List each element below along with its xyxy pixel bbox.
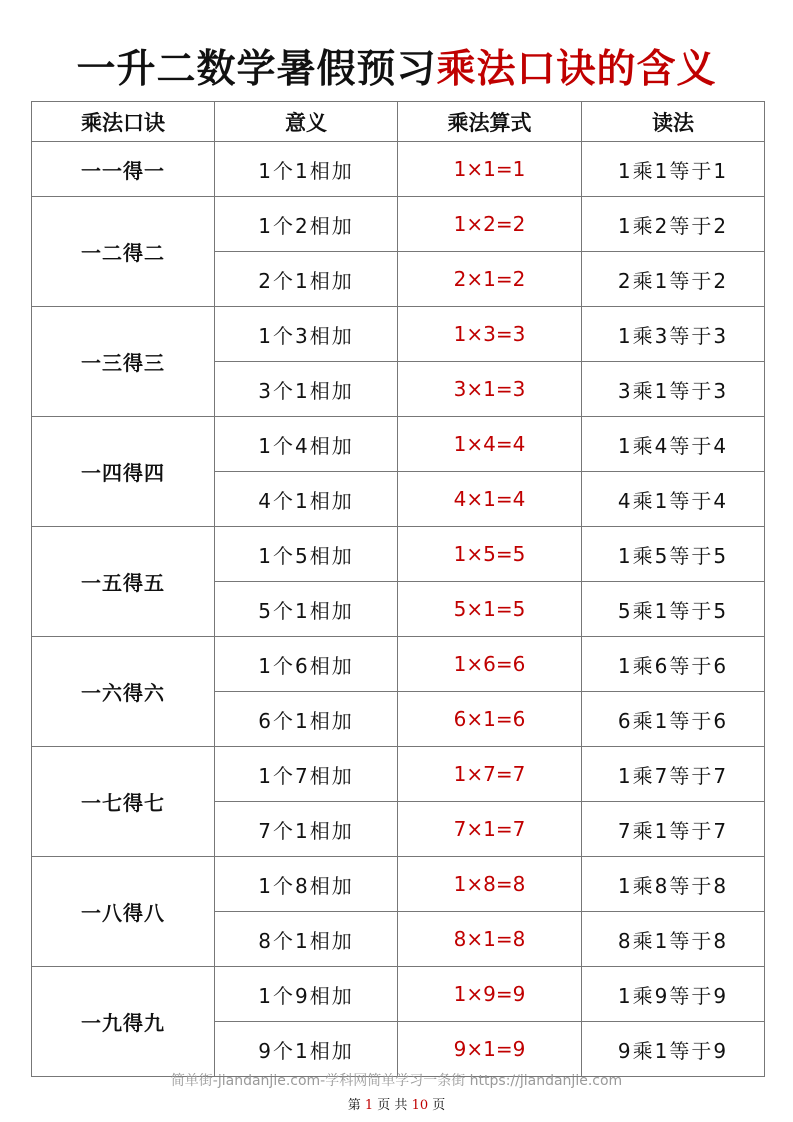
reading-cell: 1乘4等于4: [582, 417, 765, 472]
verse-cell: 一五得五: [32, 527, 215, 637]
reading-cell: 1乘5等于5: [582, 527, 765, 582]
meaning-cell: 1个6相加: [215, 637, 398, 692]
reading-cell: 1乘3等于3: [582, 307, 765, 362]
reading-cell: 8乘1等于8: [582, 912, 765, 967]
reading-cell: 4乘1等于4: [582, 472, 765, 527]
formula-cell: 1×6=6: [398, 637, 582, 692]
meaning-cell: 7个1相加: [215, 802, 398, 857]
page-indicator: [0, 1094, 793, 1113]
table-row: [32, 637, 765, 692]
meaning-cell: 5个1相加: [215, 582, 398, 637]
reading-cell: 3乘1等于3: [582, 362, 765, 417]
meaning-cell: 1个8相加: [215, 857, 398, 912]
verse-cell: 一九得九: [32, 967, 215, 1077]
meaning-cell: 1个1相加: [215, 142, 398, 197]
verse-cell: 一一得一: [32, 142, 215, 197]
meaning-cell: 1个4相加: [215, 417, 398, 472]
header-formula: 乘法算式: [398, 102, 582, 142]
meaning-cell: 1个5相加: [215, 527, 398, 582]
formula-cell: 1×1=1: [398, 142, 582, 197]
verse-cell: 一七得七: [32, 747, 215, 857]
table-row: [32, 967, 765, 1022]
table-row: [32, 307, 765, 362]
meaning-cell: 1个9相加: [215, 967, 398, 1022]
formula-cell: 1×8=8: [398, 857, 582, 912]
formula-cell: 6×1=6: [398, 692, 582, 747]
formula-cell: 1×2=2: [398, 197, 582, 252]
formula-cell: 4×1=4: [398, 472, 582, 527]
formula-cell: 1×5=5: [398, 527, 582, 582]
reading-cell: 1乘1等于1: [582, 142, 765, 197]
header-row: [32, 102, 765, 142]
meaning-cell: 4个1相加: [215, 472, 398, 527]
title-part-2: 乘法口诀的含义: [436, 46, 717, 92]
reading-cell: 6乘1等于6: [582, 692, 765, 747]
pager-prefix: 第: [347, 1098, 361, 1113]
formula-cell: 9×1=9: [398, 1022, 582, 1077]
pager-current: 1: [364, 1098, 374, 1113]
reading-cell: 2乘1等于2: [582, 252, 765, 307]
reading-cell: 5乘1等于5: [582, 582, 765, 637]
formula-cell: 7×1=7: [398, 802, 582, 857]
verse-cell: 一六得六: [32, 637, 215, 747]
meaning-cell: 9个1相加: [215, 1022, 398, 1077]
table-row: [32, 527, 765, 582]
pager-middle: 页 共: [377, 1098, 408, 1113]
verse-cell: 一八得八: [32, 857, 215, 967]
header-reading: 读法: [582, 102, 765, 142]
reading-cell: 1乘9等于9: [582, 967, 765, 1022]
meaning-cell: 6个1相加: [215, 692, 398, 747]
reading-cell: 7乘1等于7: [582, 802, 765, 857]
table-row: [32, 197, 765, 252]
formula-cell: 5×1=5: [398, 582, 582, 637]
formula-cell: 8×1=8: [398, 912, 582, 967]
meaning-cell: 3个1相加: [215, 362, 398, 417]
formula-cell: 1×7=7: [398, 747, 582, 802]
watermark-text: 简单街-jiandanjie.com-学科网简单学习一条街 https://jiandanjie.com: [170, 1073, 623, 1089]
verse-cell: 一三得三: [32, 307, 215, 417]
meaning-cell: 1个3相加: [215, 307, 398, 362]
reading-cell: 1乘7等于7: [582, 747, 765, 802]
title-part-1: 一升二数学暑假预习: [76, 46, 437, 92]
meaning-cell: 1个7相加: [215, 747, 398, 802]
formula-cell: 1×3=3: [398, 307, 582, 362]
formula-cell: 1×4=4: [398, 417, 582, 472]
reading-cell: 1乘8等于8: [582, 857, 765, 912]
meaning-cell: 2个1相加: [215, 252, 398, 307]
table-row: [32, 417, 765, 472]
header-meaning: 意义: [215, 102, 398, 142]
formula-cell: 1×9=9: [398, 967, 582, 1022]
verse-cell: 一二得二: [32, 197, 215, 307]
formula-cell: 2×1=2: [398, 252, 582, 307]
table-row: [32, 857, 765, 912]
meaning-cell: 1个2相加: [215, 197, 398, 252]
reading-cell: 9乘1等于9: [582, 1022, 765, 1077]
page-title: [0, 38, 793, 94]
reading-cell: 1乘6等于6: [582, 637, 765, 692]
formula-cell: 3×1=3: [398, 362, 582, 417]
header-verse: 乘法口诀: [32, 102, 215, 142]
reading-cell: 1乘2等于2: [582, 197, 765, 252]
table-row: [32, 747, 765, 802]
meaning-cell: 8个1相加: [215, 912, 398, 967]
table-row: [32, 142, 765, 197]
pager-suffix: 页: [432, 1098, 446, 1113]
multiplication-table: [31, 101, 765, 1077]
verse-cell: 一四得四: [32, 417, 215, 527]
pager-total: 10: [411, 1098, 429, 1113]
